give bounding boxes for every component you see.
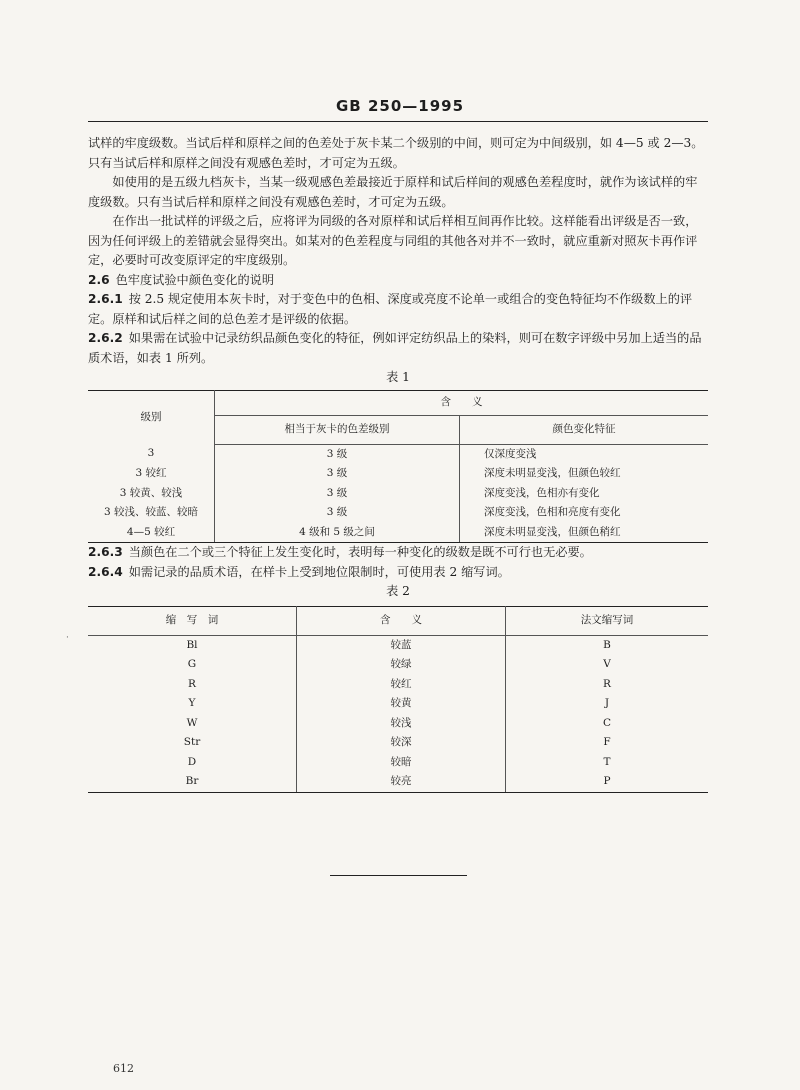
table-2-cell-abbr: Str <box>88 733 297 753</box>
table-2 <box>88 606 708 793</box>
table-2-cell-fr: J <box>604 697 610 709</box>
table-2-cell-meaning: 较暗 <box>297 753 506 773</box>
table-row <box>88 484 708 504</box>
table-row <box>88 753 708 773</box>
section-2-6-1-text: 按 2.5 规定使用本灰卡时，对于变色中的色相、深度或亮度不论单一或组合的变色特征均不作级数上的评定。原样和试后样之间的总色差才是评级的依据。 <box>88 292 693 326</box>
table-2-cell-abbr: G <box>88 655 297 675</box>
table-1-header-feature: 颜色变化特征 <box>460 415 709 444</box>
standard-number-header: GB 250—1995 <box>335 97 465 115</box>
table-2-cell-abbr: Y <box>88 694 297 714</box>
table-2-cell-fr: B <box>603 638 611 651</box>
table-2-cell-abbr: R <box>88 675 297 695</box>
table-1-header-meaning: 含 义 <box>215 390 709 415</box>
table-1-cell-gray: 3 级 <box>215 444 460 464</box>
section-2-6-3 <box>88 543 708 563</box>
table-1-cell-gray: 3 级 <box>215 484 460 504</box>
binding-mark: · <box>66 633 69 643</box>
table-1-cell-feature: 深度变浅，色相和亮度有变化 <box>484 506 621 518</box>
table-2-cell-meaning: 较蓝 <box>297 635 506 655</box>
table-row <box>88 675 708 695</box>
table-row <box>88 714 708 734</box>
table-2-cell-abbr: D <box>88 753 297 773</box>
end-rule <box>330 875 467 876</box>
table-row <box>88 733 708 753</box>
table-2-cell-meaning: 较深 <box>297 733 506 753</box>
table-1-cell-level: 3 <box>88 444 215 464</box>
section-2-6-2-text: 如果需在试验中记录纺织品颜色变化的特征，例如评定纺织品上的染料，则可在数字评级中另加上适当的品质术语，如表 1 所列。 <box>88 331 702 365</box>
table-2-cell-fr: T <box>603 755 611 768</box>
table-2-cell-meaning: 较红 <box>297 675 506 695</box>
table-1 <box>88 390 708 544</box>
section-2-6-title: 色牢度试验中颜色变化的说明 <box>115 272 275 287</box>
table-row <box>88 503 708 523</box>
table-row <box>88 444 708 464</box>
section-2-6 <box>88 271 708 291</box>
table-1-cell-level: 3 较红 <box>88 464 215 484</box>
section-2-6-3-text: 当颜色在二个或三个特征上发生变化时，表明每一种变化的级数是既不可行也无必要。 <box>128 545 592 559</box>
section-2-6-2-number: 2.6.2 <box>88 331 123 345</box>
section-2-6-4-text: 如需记录的品质术语，在样卡上受到地位限制时，可使用表 2 缩写词。 <box>128 564 510 579</box>
table-1-cell-gray: 3 级 <box>215 464 460 484</box>
section-2-6-1 <box>88 290 708 329</box>
table-1-header-gray: 相当于灰卡的色差级别 <box>215 415 460 444</box>
table-row <box>88 772 708 792</box>
table-2-cell-abbr: Br <box>88 772 297 792</box>
table-row <box>88 655 708 675</box>
table-1-cell-level: 4—5 较红 <box>88 523 215 543</box>
table-2-cell-meaning: 较亮 <box>297 772 506 792</box>
paragraph-2: 如使用的是五级九档灰卡，当某一级观感色差最接近于原样和试后样间的观感色差程度时，就作为该试样的牢度级数。只有当试后样和原样之间没有观感色差时，才可定为五级。 <box>88 175 698 209</box>
table-1-cell-level: 3 较浅、较蓝、较暗 <box>88 503 215 523</box>
table-row <box>88 464 708 484</box>
table-1-cell-level: 3 较黄、较浅 <box>88 484 215 504</box>
paragraph-3: 在作出一批试样的评级之后，应将评为同级的各对原样和试后样相互间再作比较。这样能看出评级是否一致，因为任何评级上的差错就会显得突出。如某对的色差程度与同组的其他各对并不一致时，就应重新对照灰卡再作评定，必要时可改变原评定的牢度级别。 <box>88 214 698 267</box>
paragraph-1: 试样的牢度级数。当试后样和原样之间的色差处于灰卡某二个级别的中间，则可定为中间级别，如 4—5 或 2—3。只有当试后样和原样之间没有观感色差时，才可定为五级。 <box>88 136 704 170</box>
header-rule <box>88 121 708 122</box>
section-2-6-1-number: 2.6.1 <box>88 292 123 306</box>
table-2-cell-abbr: Bl <box>88 635 297 655</box>
table-2-cell-meaning: 较黄 <box>297 694 506 714</box>
table-2-header-meaning: 含 义 <box>297 606 506 635</box>
section-2-6-4-number: 2.6.4 <box>88 564 123 579</box>
table-1-header-level: 级别 <box>88 390 215 444</box>
table-1-cell-feature: 深度变浅，色相亦有变化 <box>484 486 600 499</box>
section-2-6-2 <box>88 329 708 368</box>
body-text <box>88 134 708 793</box>
table-row <box>88 694 708 714</box>
section-2-6-4 <box>88 563 708 583</box>
page-number: 612 <box>113 1062 134 1075</box>
table-1-cell-feature: 仅深度变浅 <box>484 447 537 460</box>
table-1-cell-gray: 3 级 <box>215 503 460 523</box>
table-2-cell-fr: P <box>506 772 709 792</box>
section-2-6-3-number: 2.6.3 <box>88 545 123 559</box>
table-row <box>88 523 708 543</box>
table-2-title: 表 2 <box>386 584 410 598</box>
table-2-cell-abbr: W <box>88 714 297 734</box>
table-2-header-abbr: 缩 写 词 <box>88 606 297 635</box>
section-2-6-number: 2.6 <box>88 272 110 287</box>
table-2-cell-fr: F <box>603 736 611 748</box>
table-1-title: 表 1 <box>386 370 410 384</box>
table-2-cell-meaning: 较绿 <box>297 655 506 675</box>
table-1-cell-feature: 深度未明显变浅，但颜色稍红 <box>460 523 709 543</box>
table-2-cell-meaning: 较浅 <box>297 714 506 734</box>
table-2-cell-fr: C <box>602 716 612 729</box>
table-2-cell-fr: R <box>603 677 611 690</box>
table-2-header-fr: 法文缩写词 <box>506 606 709 635</box>
table-row <box>88 635 708 655</box>
table-1-cell-gray: 4 级和 5 级之间 <box>215 523 460 543</box>
table-2-cell-fr: V <box>603 658 611 670</box>
table-1-cell-feature: 深度未明显变浅，但颜色较红 <box>484 467 621 479</box>
